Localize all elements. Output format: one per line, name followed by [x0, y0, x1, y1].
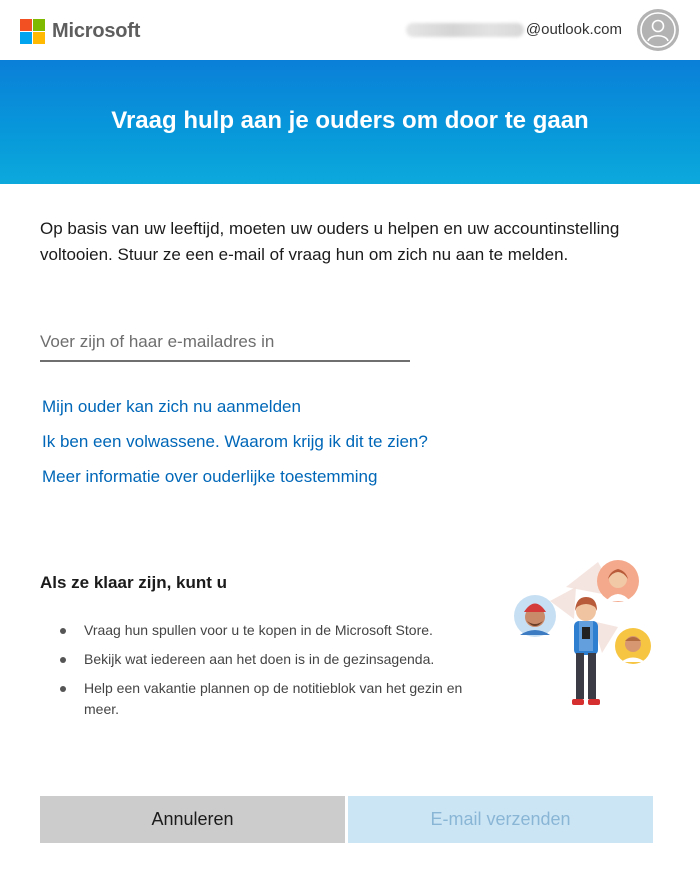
parent-email-input[interactable] [40, 324, 410, 362]
intro-text: Op basis van uw leeftijd, moeten uw ouders u helpen en uw accountinstelling voltooien. Stuur ze een e-mail of vraag hun om zich nu aan te melden. [40, 219, 620, 264]
adult-why-link[interactable]: Ik ben een volwassene. Waarom krijg ik dit te zien? [42, 432, 428, 451]
parent-sign-in-link[interactable]: Mijn ouder kan zich nu aanmelden [42, 397, 301, 416]
benefits-heading: Als ze klaar zijn, kunt u [40, 573, 228, 592]
bullet-icon [60, 686, 66, 692]
page-title: Vraag hulp aan je ouders om door te gaan [111, 107, 589, 134]
list-item: Vraag hun spullen voor u te kopen in de Microsoft Store. [60, 620, 480, 641]
user-avatar-icon[interactable] [637, 9, 679, 51]
send-email-button[interactable]: E-mail verzenden [348, 796, 653, 843]
list-item: Bekijk wat iedereen aan het doen is in de gezinsagenda. [60, 649, 480, 670]
parental-consent-info-link[interactable]: Meer informatie over ouderlijke toestemming [42, 467, 378, 486]
redacted-username [406, 23, 524, 37]
benefits-list [60, 620, 480, 728]
top-bar [0, 0, 700, 60]
brand-name: Microsoft [52, 20, 141, 42]
list-item: Help een vakantie plannen op de notitieblok van het gezin en meer. [60, 678, 480, 720]
bullet-icon [60, 657, 66, 663]
microsoft-logo [20, 19, 140, 44]
account-email [406, 21, 622, 38]
cancel-button[interactable]: Annuleren [40, 796, 345, 843]
account-domain: @outlook.com [525, 21, 622, 38]
family-illustration [506, 557, 656, 717]
header-banner [0, 60, 700, 184]
microsoft-logo-icon [20, 19, 45, 44]
bullet-icon [60, 628, 66, 634]
